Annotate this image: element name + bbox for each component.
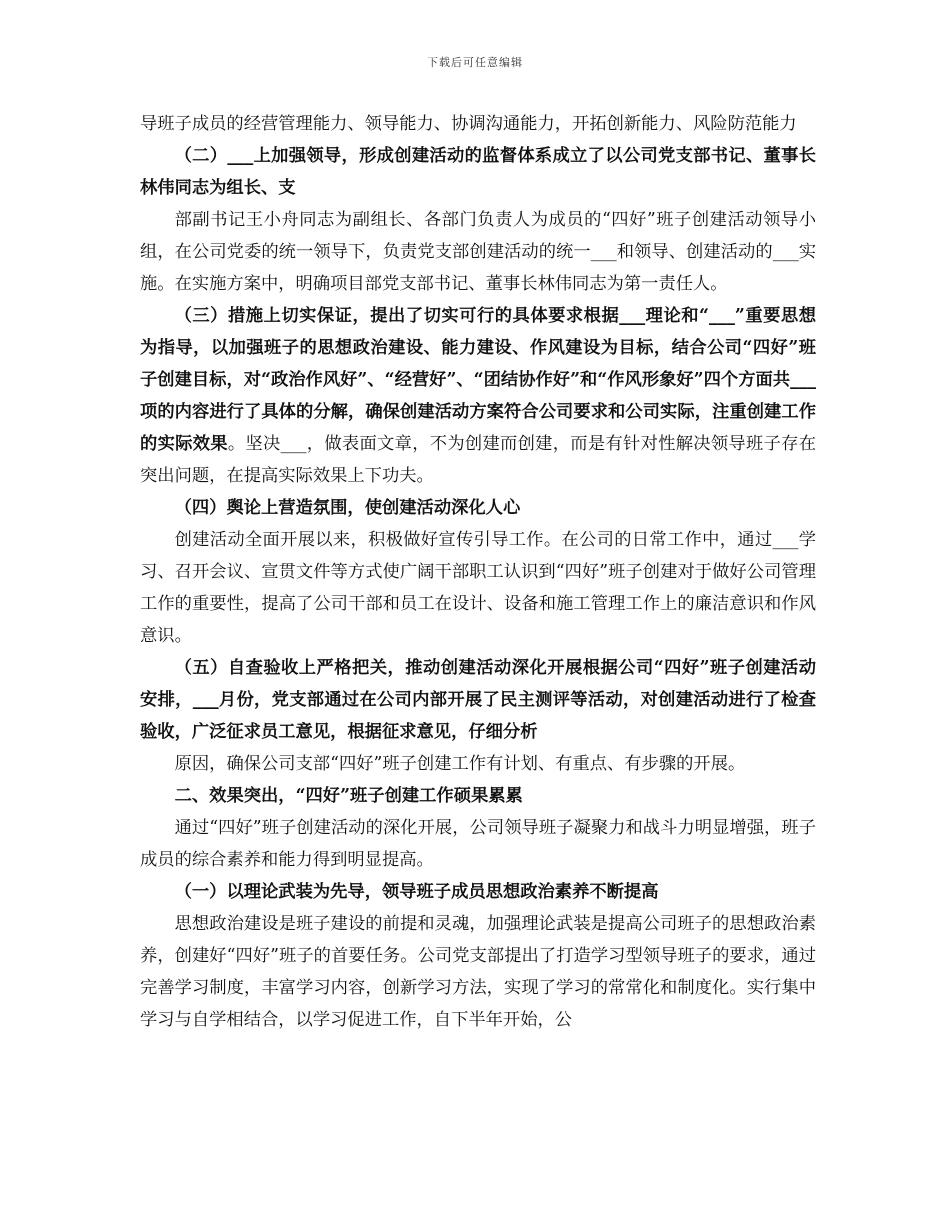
paragraph-text: 原因，确保公司支部“四好”班子创建工作有计划、有重点、有步骤的开展。 bbox=[174, 754, 746, 774]
paragraph-text: （一）以理论武装为先导，领导班子成员思想政治素养不断提高 bbox=[174, 882, 659, 902]
paragraph-text: 二、效果突出，“四好”班子创建工作硕果累累 bbox=[174, 786, 523, 806]
section-heading-5 bbox=[140, 652, 816, 748]
paragraph-text: （四）舆论上营造氛围，使创建活动深化人心 bbox=[174, 498, 521, 518]
paragraph-theory bbox=[140, 908, 816, 1036]
paragraph-tail-text: 。坚决___，做表面文章，不为创建而创建，而是有针对性解决领导班子存在突出问题，在提高实际效果上下功夫。 bbox=[140, 434, 816, 486]
paragraph-bold-text: （三）措施上切实保证，提出了切实可行的具体要求根据___理论和“___”重要思想为指导，以加强班子的思想政治建设、能力建设、作风建设为目标，结合公司“四好”班子创建目标，对“政治作风好”、“经营好”、“团结协作好”和“作风形象好”四个方面共___项的内容进行了具体的分解，确保创建活动方案符合公司要求和公司实际，注重创建工作的实际效果 bbox=[140, 306, 816, 454]
paragraph-text: 通过“四好”班子创建活动的深化开展，公司领导班子凝聚力和战斗力明显增强，班子成员的综合素养和能力得到明显提高。 bbox=[140, 818, 816, 870]
section-heading-3 bbox=[140, 300, 816, 492]
section-heading-results bbox=[140, 780, 816, 812]
paragraph-text: 创建活动全面开展以来，积极做好宣传引导工作。在公司的日常工作中，通过___学习、召开会议、宣贯文件等方式使广阔干部职工认识到“四好”班子创建对于做好公司管理工作的重要性，提高了公司干部和员工在设计、设备和施工管理工作上的廉洁意识和作风意识。 bbox=[140, 530, 816, 646]
document-body bbox=[140, 108, 816, 1036]
paragraph-text: 导班子成员的经营管理能力、领导能力、协调沟通能力，开拓创新能力、风险防范能力 bbox=[140, 114, 797, 134]
paragraph-text: 思想政治建设是班子建设的前提和灵魂，加强理论武装是提高公司班子的思想政治素养，创建好“四好”班子的首要任务。公司党支部提出了打造学习型领导班子的要求，通过完善学习制度，丰富学习内容，创新学习方法，实现了学习的常常化和制度化。实行集中学习与自学相结合，以学习促进工作，自下半年开始，公 bbox=[140, 914, 816, 1030]
paragraph-reason bbox=[140, 748, 816, 780]
paragraph-results bbox=[140, 812, 816, 876]
section-heading-theory bbox=[140, 876, 816, 908]
paragraph-text: （二）___上加强领导，形成创建活动的监督体系成立了以公司党支部书记、董事长林伟同志为组长、支 bbox=[140, 146, 816, 198]
section-heading-4 bbox=[140, 492, 816, 524]
paragraph-text: （五）自查验收上严格把关，推动创建活动深化开展根据公司“四好”班子创建活动安排，___月份，党支部通过在公司内部开展了民主测评等活动，对创建活动进行了检查验收，广泛征求员工意见，根据征求意见，仔细分析 bbox=[140, 658, 816, 742]
section-heading-2 bbox=[140, 140, 816, 204]
page-header: 下载后可任意编辑 bbox=[427, 56, 523, 69]
paragraph-leadership-group bbox=[140, 204, 816, 300]
paragraph-publicity bbox=[140, 524, 816, 652]
paragraph-intro-continuation bbox=[140, 108, 816, 140]
paragraph-text: 部副书记王小舟同志为副组长、各部门负责人为成员的“四好”班子创建活动领导小组，在公司党委的统一领导下，负责党支部创建活动的统一___和领导、创建活动的___实施。在实施方案中，明确项目部党支部书记、董事长林伟同志为第一责任人。 bbox=[140, 210, 816, 294]
